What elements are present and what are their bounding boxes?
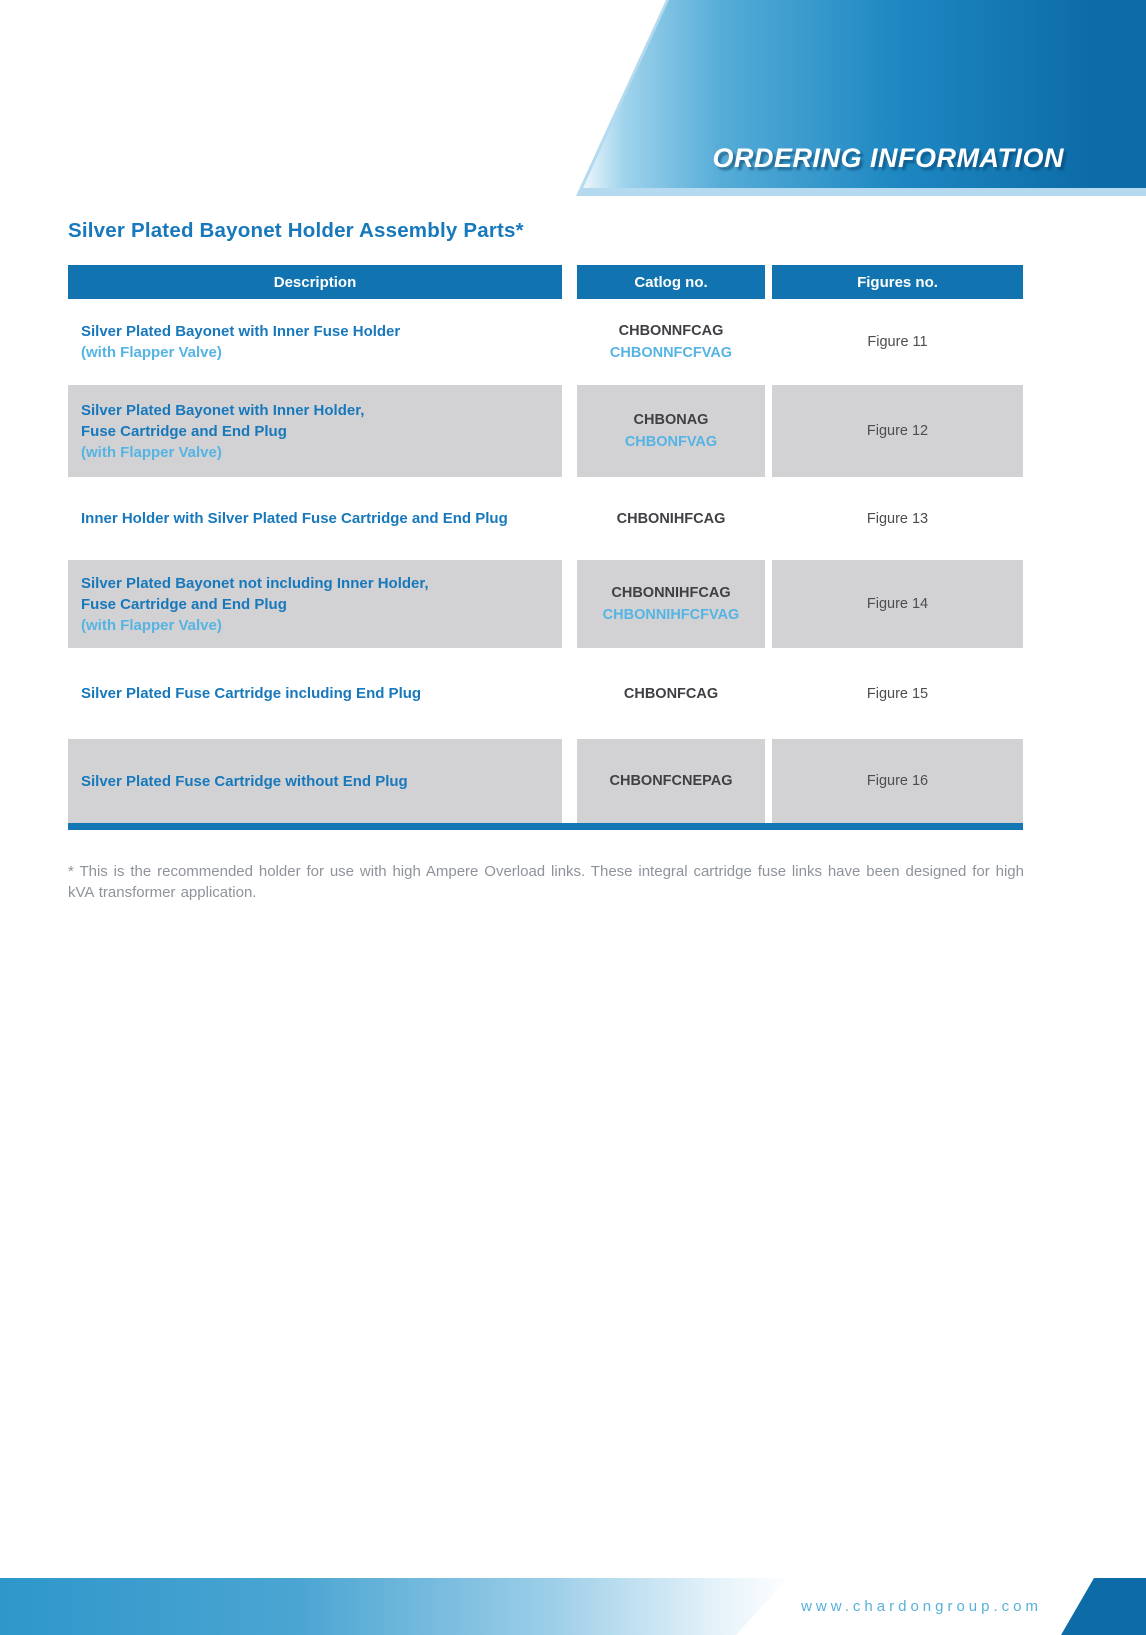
figure-cell: Figure 15 [866, 685, 929, 702]
table-row [68, 477, 1023, 560]
column-gap [562, 648, 577, 739]
column-header-catalog: Catlog no. [577, 265, 765, 299]
description-line: Silver Plated Fuse Cartridge without End Plug [81, 772, 408, 790]
column-gap [562, 299, 577, 385]
figure-cell: Figure 14 [772, 560, 1023, 648]
description-cell [68, 648, 562, 739]
catalog-cell [577, 477, 765, 560]
description-line: Silver Plated Bayonet with Inner Holder, [81, 401, 365, 419]
description-cell [68, 477, 562, 560]
description-line: Fuse Cartridge and End Plug [81, 422, 287, 440]
description-cell [68, 560, 562, 648]
section-title: Silver Plated Bayonet Holder Assembly Parts* [68, 219, 524, 242]
footer-website-link[interactable]: www.chardongroup.com [801, 1598, 1042, 1615]
description-line: Silver Plated Bayonet not including Inner Holder, [81, 574, 429, 592]
column-gap [765, 299, 772, 385]
description-note: (with Flapper Valve) [81, 616, 222, 634]
footnote: * This is the recommended holder for use with high Ampere Overload links. These integral cartridge fuse links have been designed for high kVA transformer application. [68, 863, 1024, 901]
table-row [68, 560, 1023, 648]
catalog-number: CHBONFCNEPAG [609, 773, 733, 789]
description-note: (with Flapper Valve) [81, 443, 222, 461]
figure-cell: Figure 12 [772, 385, 1023, 477]
description-note: (with Flapper Valve) [81, 344, 222, 361]
column-gap [562, 739, 577, 823]
table-bottom-rule [68, 823, 1023, 830]
description-cell [68, 385, 562, 477]
header-banner-title: ORDERING INFORMATION [712, 143, 1064, 173]
catalog-cell [577, 648, 765, 739]
figure-cell: Figure 13 [866, 510, 929, 527]
catalog-cell [577, 560, 765, 648]
column-gap [765, 648, 772, 739]
catalog-number-alt: CHBONNIHFCFVAG [602, 607, 740, 623]
column-gap [562, 560, 577, 648]
table-row [68, 739, 1023, 823]
table-row [68, 385, 1023, 477]
catalog-cell [577, 385, 765, 477]
table-header-row [68, 265, 1023, 299]
description-line: Fuse Cartridge and End Plug [81, 595, 287, 613]
description-cell [68, 299, 562, 385]
catalog-number: CHBONIHFCAG [616, 510, 726, 527]
column-gap [562, 385, 577, 477]
column-gap [765, 477, 772, 560]
table-row [68, 648, 1023, 739]
column-gap [765, 560, 772, 648]
catalog-cell [577, 299, 765, 385]
description-line: Silver Plated Fuse Cartridge including End Plug [81, 685, 422, 702]
description-line: Silver Plated Bayonet with Inner Fuse Holder [81, 323, 401, 340]
catalog-number-alt: CHBONFVAG [624, 434, 718, 450]
catalog-cell [577, 739, 765, 823]
description-line: Inner Holder with Silver Plated Fuse Cartridge and End Plug [81, 510, 508, 527]
figure-cell: Figure 11 [867, 334, 928, 350]
column-header-description: Description [68, 265, 562, 299]
column-gap [765, 265, 772, 299]
catalog-number: CHBONNFCAG [618, 323, 724, 339]
column-gap [562, 477, 577, 560]
table-row [68, 299, 1023, 385]
catalog-number: CHBONAG [633, 412, 709, 428]
figure-cell: Figure 16 [772, 739, 1023, 823]
catalog-number: CHBONFCAG [623, 685, 719, 702]
catalog-number-alt: CHBONNFCFVAG [609, 345, 733, 361]
catalog-number: CHBONNIHFCAG [611, 585, 731, 601]
column-gap [765, 739, 772, 823]
column-header-figures: Figures no. [772, 265, 1023, 299]
description-cell [68, 739, 562, 823]
column-gap [562, 265, 577, 299]
column-gap [765, 385, 772, 477]
parts-table [68, 265, 1023, 830]
